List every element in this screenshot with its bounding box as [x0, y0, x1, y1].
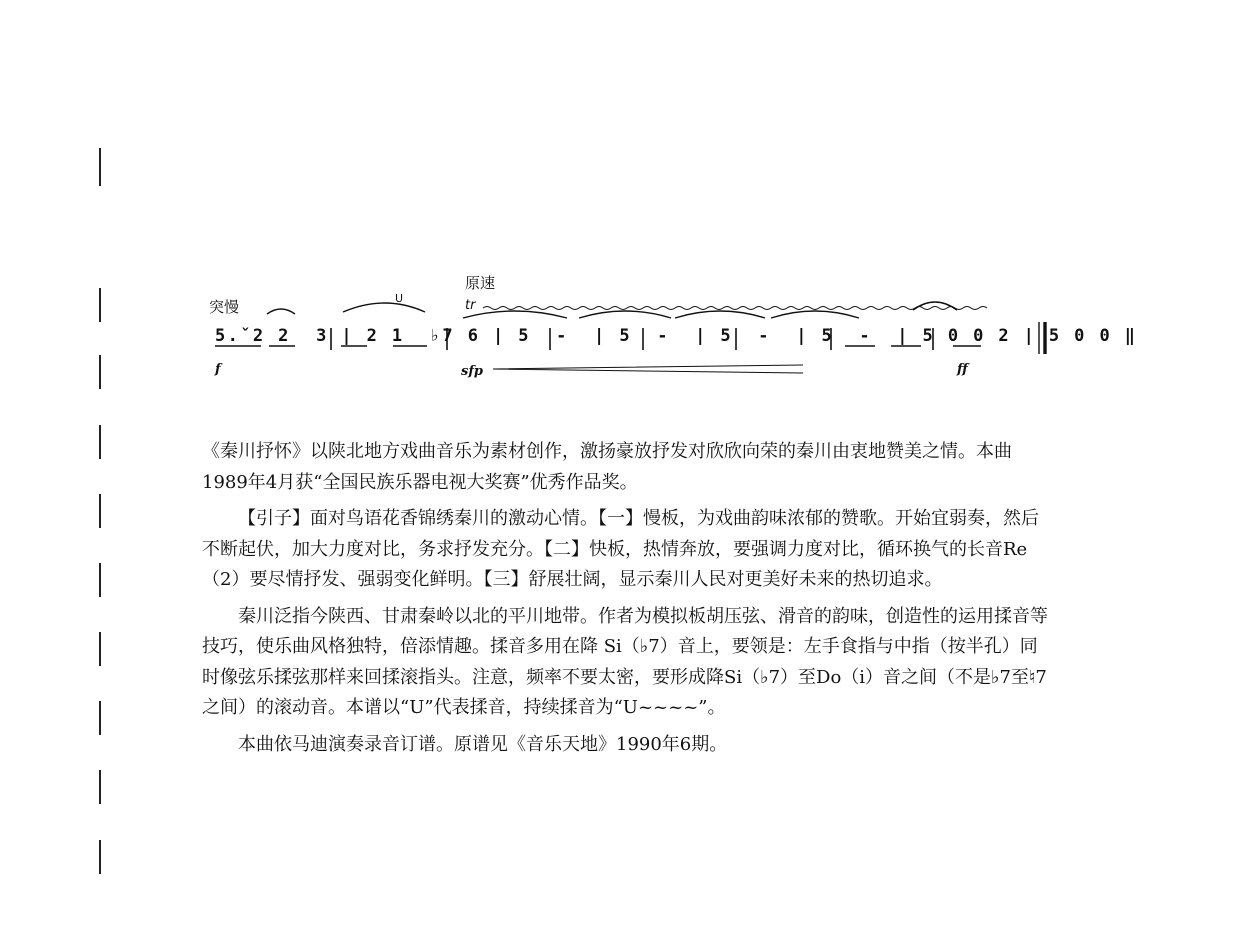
margin-mark — [99, 563, 101, 597]
notation-line: 5.ˇ2 2 3 | 2 1 ♭7 6 | 5 - | 5 - | 5 - | 5 - | 5 0 0 2 | 5 0 0 ‖ — [215, 326, 1138, 346]
rub-mark: U — [395, 292, 404, 305]
dynamic-sfp: sfp — [461, 364, 484, 379]
paragraph-technique: 秦川泛指今陕西、甘肃秦岭以北的平川地带。作者为模拟板胡压弦、滑音的韵味，创造性的运用揉音等技巧，使乐曲风格独特，倍添情趣。揉音多用在降 Si（♭7）音上，要领是：左手食指与中指（按半孔）同时像弦乐揉弦那样来回揉滚指头。注意，频率不要太密，要形成降Si（♭7）至Do（i）音之间（不是♭7至♮7之间）的滚动音。本谱以“U”代表揉音，持续揉音为“U~~~~”。 — [202, 605, 1048, 718]
margin-mark — [99, 288, 101, 322]
margin-mark — [99, 701, 101, 735]
margin-mark — [99, 148, 101, 186]
paragraph-intro: 《秦川抒怀》以陕北地方戏曲音乐为素材创作，激扬豪放抒发对欣欣向荣的秦川由衷地赞美之情。本曲1989年4月获“全国民族乐器电视大奖赛”优秀作品奖。 — [202, 441, 1012, 493]
margin-mark — [99, 840, 101, 874]
tempo-marking-original: 原速 — [465, 274, 496, 292]
margin-mark — [99, 770, 101, 804]
margin-mark — [99, 632, 101, 666]
margin-mark — [99, 494, 101, 528]
dynamic-fortissimo: ff — [957, 362, 968, 377]
margin-mark — [99, 425, 101, 459]
trill-mark: tr — [465, 298, 476, 313]
paragraph-sections: 【引子】面对鸟语花香锦绣秦川的激动心情。【一】慢板，为戏曲韵味浓郁的赞歌。开始宜弱奏，然后不断起伏，加大力度对比，务求抒发充分。【二】快板，热情奔放，要强调力度对比，循环换气的长音Re（2）要尽情抒发、强弱变化鲜明。【三】舒展壮阔，显示秦川人民对更美好未来的热切追求。 — [202, 508, 1039, 590]
description-text — [202, 437, 1050, 766]
dynamic-forte: f — [215, 362, 221, 377]
margin-mark — [99, 355, 101, 389]
tempo-marking-slow: 突慢 — [209, 298, 240, 316]
score-marks — [195, 270, 1055, 380]
music-score — [195, 270, 1138, 380]
paragraph-source: 本曲依马迪演奏录音订谱。原谱见《音乐天地》1990年6期。 — [238, 733, 728, 755]
